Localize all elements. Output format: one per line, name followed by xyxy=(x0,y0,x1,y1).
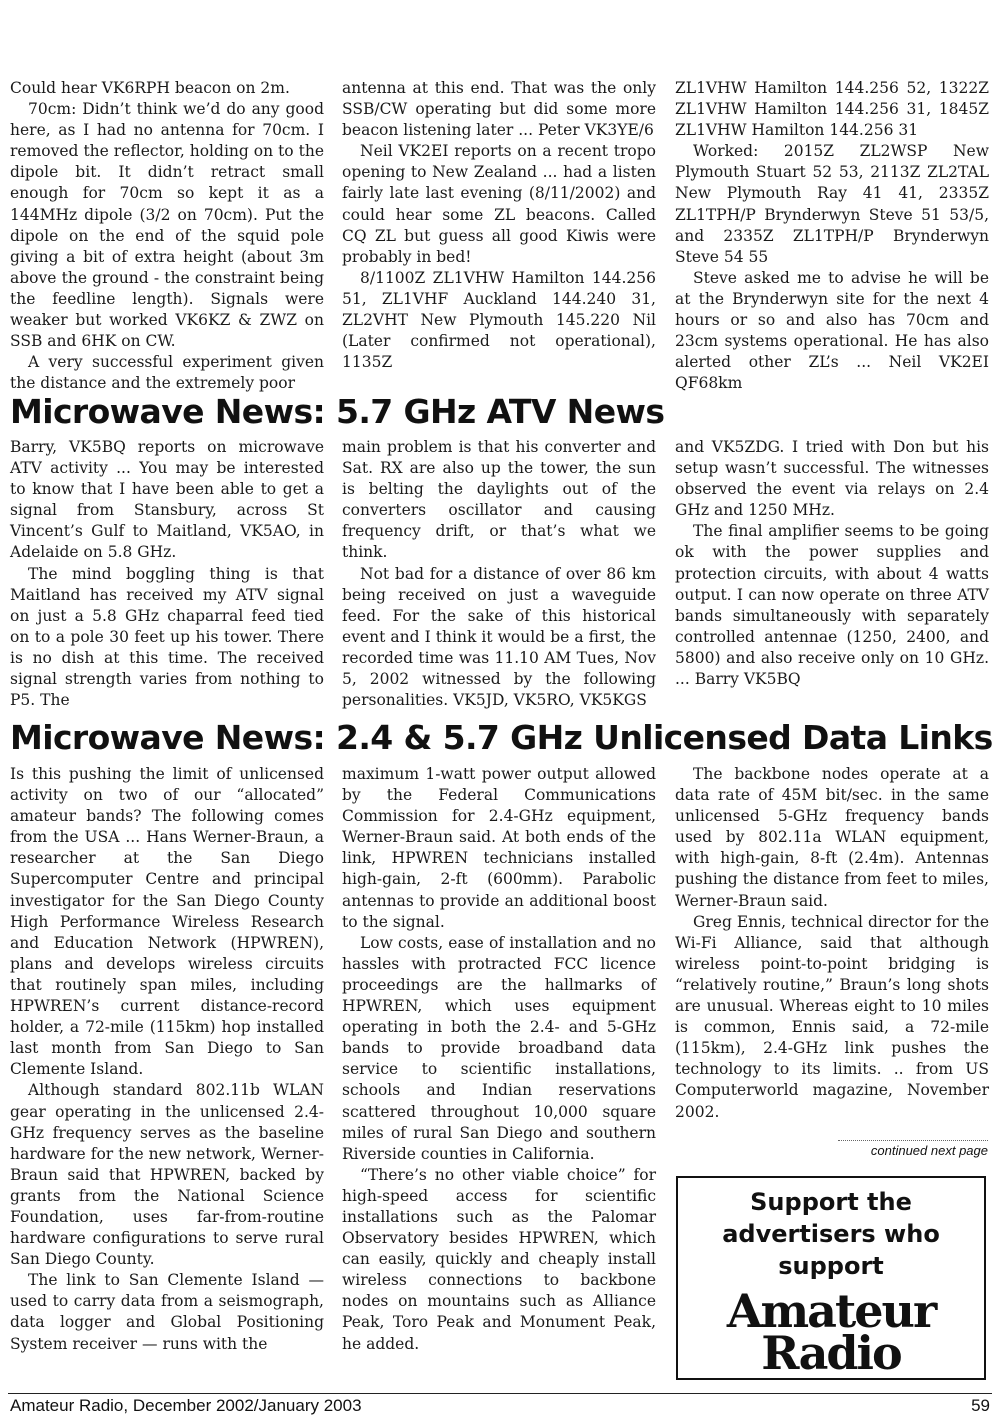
paragraph: Is this pushing the limit of unlicensed activity on two of our “allocated” amateur bands? The following comes from the USA ... Hans Werner-Braun, a researcher at the San Diego Supercomputer Centre and principal investigator for the San Diego County High Performance Wireless Research and Education Network (HPWREN), plans and develops wireless circuits that routinely span miles, including HPWREN’s current distance-record holder, a 72-mile (115km) hop installed last month from San Diego to San Clemente Island. xyxy=(10,765,324,1079)
paragraph: Barry, VK5BQ reports on microwave ATV activity ... You may be interested to know that I have been able to get a signal from Stansbury, across St Vincent’s Gulf to Maitland, VK5AO, in Adelaide on 5.8 GHz. xyxy=(10,438,324,562)
paragraph: The link to San Clemente Island — used to carry data from a seismograph, data logger and Global Positioning System receiver — runs with the xyxy=(10,1271,324,1353)
page-number: 59 xyxy=(971,1396,990,1415)
amateur-radio-logo-line2: Radio xyxy=(761,1326,901,1380)
continued-note: continued next page xyxy=(838,1140,988,1158)
section1-column-1 xyxy=(10,78,324,394)
ad-line: advertisers who xyxy=(722,1220,940,1248)
paragraph: “There’s no other viable choice” for high-speed access for scientific installations such as the Palomar Observatory besides HPWREN, which can easily, quickly and cheaply install wireless connections to backbone nodes on mountains such as Alliance Peak, Toro Peak and Monument Peak, he added. xyxy=(342,1165,656,1353)
section1-column-3 xyxy=(675,78,989,394)
headline-data-links: Microwave News: 2.4 & 5.7 GHz Unlicensed Data Links xyxy=(10,718,993,757)
paragraph: A very successful experiment given the distance and the extremely poor xyxy=(10,353,324,393)
paragraph: Could hear VK6RPH beacon on 2m. xyxy=(10,79,290,97)
section3-column-3 xyxy=(675,764,989,1123)
paragraph: 70cm: Didn’t think we’d do any good here, as I had no antenna for 70cm. I removed the reflector, holding on to the dipole bit. It didn’t retract small enough for 70cm so kept it as a 144MHz dipole (3/2 on 70cm). Put the dipole on the end of the squid pole giving a bit of extra height (about 3m above the ground - the constraint being the feedline length). Signals were weaker but worked VK6KZ & ZWZ on SSB and 6HK on CW. xyxy=(10,100,324,351)
ad-line: Support the xyxy=(750,1188,912,1216)
paragraph: Not bad for a distance of over 86 km being received on just a waveguide feed. For the sake of this historical event and I think it would be a first, the recorded time was 11.10 AM Tues, Nov 5, 2002 witnessed by the following personalities. VK5JD, VK5RO, VK5KGS xyxy=(342,564,656,710)
amateur-radio-logo-line1: Amateur xyxy=(726,1284,936,1338)
paragraph: main problem is that his converter and Sat. RX are also up the tower, the sun is belting the daylights out of the converters oscillator and causing frequency drift, or that’s what we think. xyxy=(342,438,656,562)
section2-column-3 xyxy=(675,437,989,690)
paragraph: The mind boggling thing is that Maitland has received my ATV signal on just a 5.8 GHz chaparral feed tied on to a pole 30 feet up his tower. There is no dish at this time. The received signal strength varies from nothing to P5. The xyxy=(10,564,324,710)
footer-divider xyxy=(8,1393,992,1394)
paragraph: The final amplifier seems to be going ok with the power supplies and protection circuits, with about 4 watts output. I can now operate on three ATV bands simultaneously with separately controlled antennae (1250, 2400, and 5800) and also receive only on 10 GHz. ... Barry VK5BQ xyxy=(675,522,989,689)
section1-column-2 xyxy=(342,78,656,373)
paragraph: Greg Ennis, technical director for the Wi-Fi Alliance, said that although wireless point-to-point bridging is “relatively routine,” Braun’s long shots are unusual. Whereas eight to 10 miles is common, Ennis said, a 72-mile (115km), 2.4-GHz link pushes the technology to its limits. .. from US Computerworld magazine, November 2002. xyxy=(675,912,989,1121)
paragraph: 8/1100Z ZL1VHW Hamilton 144.256 51, ZL1VHF Auckland 144.240 31, ZL2VHT New Plymouth 145.220 Nil (Later confirmed not operational), 1135Z xyxy=(342,268,656,372)
support-advertisers-box xyxy=(676,1176,986,1380)
paragraph: maximum 1-watt power output allowed by the Federal Communications Commission for 2.4-GHz equipment, Werner-Braun said. At both ends of the link, HPWREN technicians installed high-gain, 2-ft (600mm). Parabolic antennas to provide an additional boost to the signal. xyxy=(342,765,656,931)
section2-column-2 xyxy=(342,437,656,711)
paragraph: and VK5ZDG. I tried with Don but his setup wasn’t successful. The witnesses observed the event via relays on 2.4 GHz and 1250 MHz. xyxy=(675,438,989,520)
footer-publication: Amateur Radio, December 2002/January 2003 xyxy=(10,1396,362,1415)
section3-column-2 xyxy=(342,764,656,1355)
paragraph: antenna at this end. That was the only SSB/CW operating but did some more beacon listening later ... Peter VK3YE/6 xyxy=(342,79,656,140)
paragraph: Low costs, ease of installation and no hassles with protracted FCC licence proceedings are the hallmarks of HPWREN, which uses equipment operating in both the 2.4- and 5-GHz bands to provide broadband data service to scientific installations, schools and Indian reservations scattered throughout 10,000 square miles of rural San Diego and southern Riverside counties in California. xyxy=(342,933,656,1163)
ad-text xyxy=(678,1186,984,1282)
paragraph: Although standard 802.11b WLAN gear operating in the unlicensed 2.4-GHz frequency serves as the baseline hardware for the new network, Werner-Braun said that HPWREN, backed by grants from the National Science Foundation, uses far-from-routine hardware configurations to serve rural San Diego County. xyxy=(10,1081,324,1269)
headline-atv-news: Microwave News: 5.7 GHz ATV News xyxy=(10,392,665,431)
section2-column-1 xyxy=(10,437,324,711)
paragraph: Steve asked me to advise he will be at the Brynderwyn site for the next 4 hours or so and also has 70cm and 23cm systems operational. He has also alerted other ZL’s ... Neil VK2EI QF68km xyxy=(675,268,989,393)
paragraph: Worked: 2015Z ZL2WSP New Plymouth Stuart 52 53, 2113Z ZL2TAL New Plymouth Ray 41 41, 2335Z ZL1TPH/P Brynderwyn Steve 51 53/5, and 2335Z ZL1TPH/P Brynderwyn Steve 54 55 xyxy=(675,142,989,266)
paragraph: Neil VK2EI reports on a recent tropo opening to New Zealand ... had a listen fairly late last evening (8/11/2002) and could hear some ZL beacons. Called CQ ZL but guess all good Kiwis were probably in bed! xyxy=(342,142,656,266)
paragraph: The backbone nodes operate at a data rate of 45M bit/sec. in the same unlicensed 5-GHz frequency bands used by 802.11a WLAN equipment, with high-gain, 8-ft (2.4m). Antennas pushing the distance from feet to miles, Werner-Braun said. xyxy=(675,765,989,910)
paragraph: ZL1VHW Hamilton 144.256 52, 1322Z ZL1VHW Hamilton 144.256 31, 1845Z ZL1VHW Hamilton 144.256 31 xyxy=(675,79,989,140)
section3-column-1 xyxy=(10,764,324,1355)
ad-line: support xyxy=(778,1252,884,1280)
